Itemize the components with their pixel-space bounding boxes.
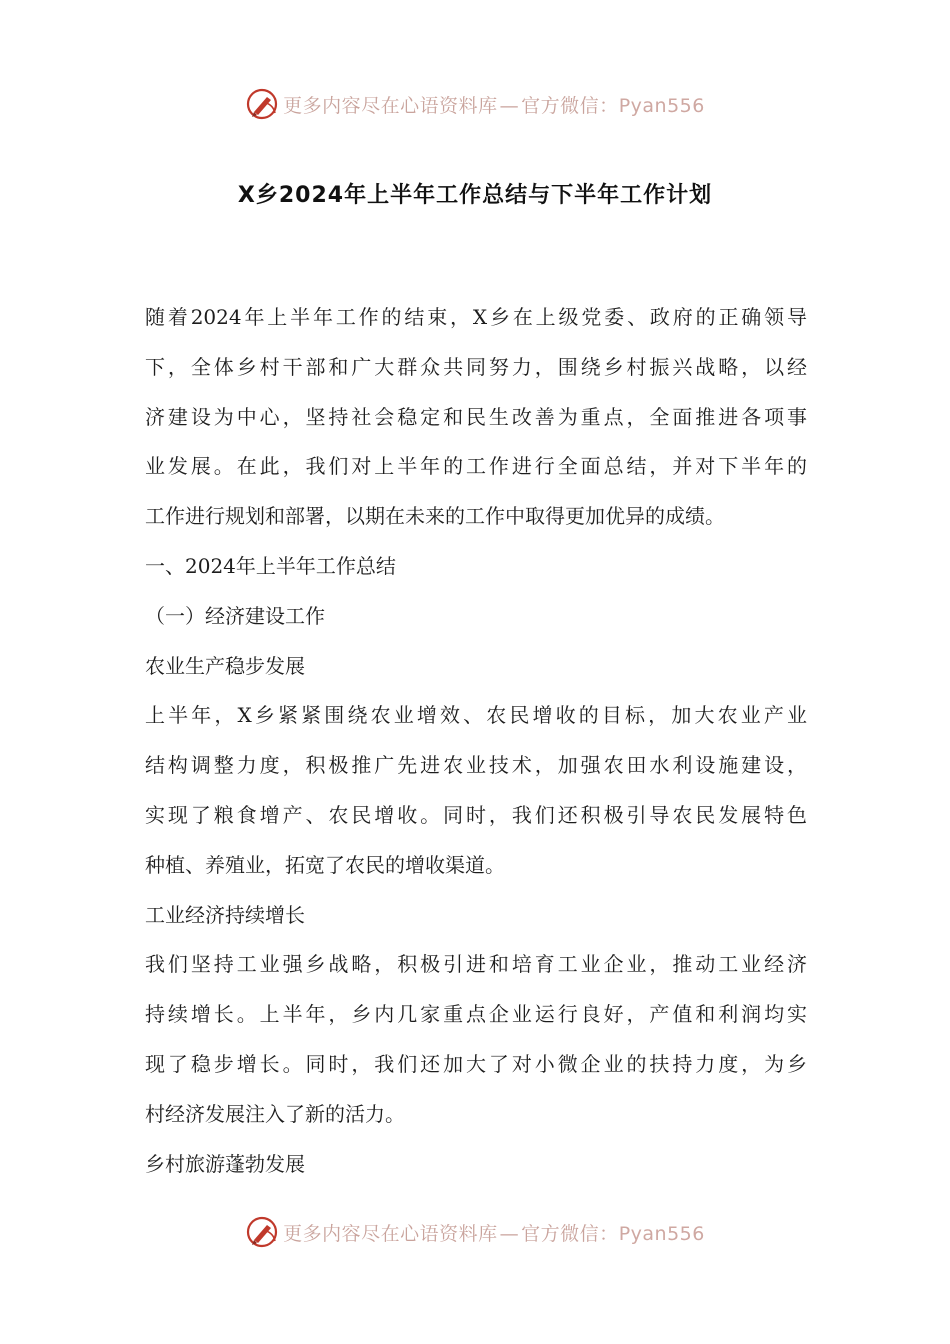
watermark-header [0, 84, 950, 124]
text-line: 我们坚持工业强乡战略，积极引进和培育工业企业，推动工业经济 [145, 952, 807, 977]
document-title: X乡2024年上半年工作总结与下半年工作计划 [237, 183, 713, 208]
wechat-id: Pyan556 [618, 1222, 705, 1245]
text-line: 结构调整力度，积极推广先进农业技术，加强农田水利设施建设， [145, 753, 807, 778]
text-line: 济建设为中心，坚持社会稳定和民生改善为重点，全面推进各项事 [145, 404, 807, 429]
text-line: 工业经济持续增长 [145, 902, 305, 927]
watermark-footer [0, 1212, 950, 1252]
text-line: 现了稳步增长。同时，我们还加大了对小微企业的扶持力度，为乡 [145, 1051, 807, 1076]
text-line: 乡村旅游蓬勃发展 [145, 1151, 305, 1176]
text-line: 农业生产稳步发展 [145, 653, 305, 678]
text-line: 工作进行规划和部署，以期在未来的工作中取得更加优异的成绩。 [145, 504, 725, 529]
text-line: （一）经济建设工作 [145, 603, 325, 628]
text-line: 实现了粮食增产、农民增收。同时，我们还积极引导农民发展特色 [145, 802, 807, 827]
text-line: 村经济发展注入了新的活力。 [145, 1101, 405, 1126]
text-line: 随着2024年上半年工作的结束，X乡在上级党委、政府的正确领导 [145, 305, 807, 329]
watermark-text: 更多内容尽在心语资料库 — 官方微信：Pyan556 [283, 1222, 705, 1245]
text-line: 持续增长。上半年，乡内几家重点企业运行良好，产值和利润均实 [145, 1002, 807, 1027]
document-body [145, 293, 807, 1189]
text-line: 下，全体乡村干部和广大群众共同努力，围绕乡村振兴战略，以经 [145, 354, 807, 379]
watermark-text: 更多内容尽在心语资料库 — 官方微信：Pyan556 [283, 94, 705, 117]
pen-logo-icon [245, 1215, 279, 1249]
text-line: 业发展。在此，我们对上半年的工作进行全面总结，并对下半年的 [145, 454, 807, 479]
text-line: 种植、养殖业，拓宽了农民的增收渠道。 [145, 852, 505, 877]
text-line: 上半年，X乡紧紧围绕农业增效、农民增收的目标，加大农业产业 [145, 703, 807, 728]
text-line: 一、2024年上半年工作总结 [145, 553, 396, 578]
pen-logo-icon [245, 87, 279, 121]
wechat-id: Pyan556 [618, 94, 705, 117]
